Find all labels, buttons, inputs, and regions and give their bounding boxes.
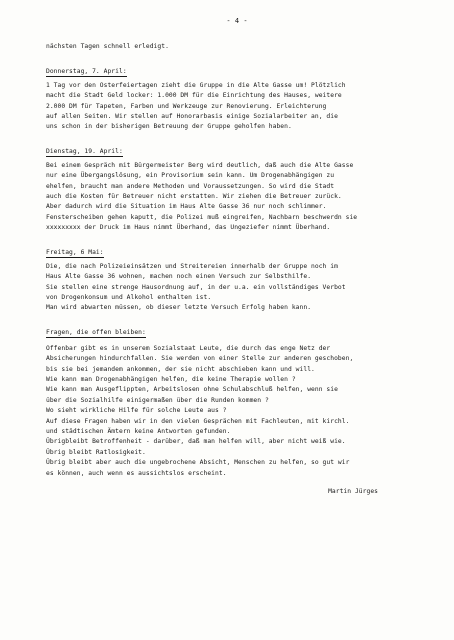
text-line: auf allen Seiten. Wir stellen auf Honorarbasis einige Sozialarbeiter an, die	[46, 113, 338, 121]
page-number: - 4 -	[226, 17, 248, 25]
text-line: ehelfen, braucht man andere Methoden und Voraussetzungen. So wird die Stadt	[46, 182, 335, 190]
text-line: Sie stellen eine strenge Hausordnung auf, in der u.a. ein vollständiges Verbot	[46, 283, 346, 291]
text-line: Auf diese Fragen haben wir in den vielen Gesprächen mit Fachleuten, mit kirchl.	[46, 417, 350, 425]
text-line: Wie kann man Drogenabhängigen helfen, die keine Therapie wollen ?	[46, 375, 296, 383]
text-line: Wo sieht wirkliche Hilfe für solche Leute aus ?	[46, 407, 227, 415]
text-line: und städtischen Ämtern keine Antworten gefunden.	[46, 427, 231, 435]
text-line: macht die Stadt Geld locker: 1.000 DM für die Einrichtung des Hauses, weitere	[46, 92, 342, 100]
text-line: Bei einem Gespräch mit Bürgermeister Berg wird deutlich, daß auch die Alte Gasse	[46, 161, 354, 169]
section-dienstag	[46, 133, 428, 234]
section-donnerstag	[46, 53, 428, 133]
text-line: bis sie bei jemandem ankommen, der sie nicht abschieben kann und will.	[46, 365, 315, 373]
text-line: Wie kann man Ausgeflippten, Arbeitslosen ohne Schulabschluß helfen, wenn sie	[46, 386, 338, 394]
text-line: 2.000 DM für Tapeten, Farben und Werkzeuge zur Renovierung. Erleichterung	[46, 102, 327, 110]
text-line: Offenbar gibt es in unserem Sozialstaat Leute, die durch das enge Netz der	[46, 344, 331, 352]
section-heading: Freitag, 6 Mai:	[46, 248, 104, 256]
text-line: über die Sozialhilfe einigermaßen über die Runden kommen ?	[46, 396, 269, 404]
text-line: Die, die nach Polizeieinsätzen und Streitereien innerhalb der Gruppe noch im	[46, 262, 338, 270]
text-line: Übrigbleibt Betroffenheit - darüber, daß man helfen will, aber nicht weiß wie.	[46, 438, 346, 446]
text-line: xxxxxxxxx der Druck im Haus nimmt Überhand, das Ungeziefer nimmt Überhand.	[46, 224, 331, 232]
text-line: auch die Kosten für Betreuer nicht erstatten. Wir ziehen die Betreuer zurück.	[46, 193, 342, 201]
text-line: es können, auch wenn es aussichtslos erscheint.	[46, 469, 227, 477]
text-line: von Drogenkonsum und Alkohol enthalten ist.	[46, 293, 212, 301]
section-heading: Fragen, die offen bleiben:	[46, 328, 146, 336]
text-line: Absicherungen hindurchfallen. Sie werden von einer Stelle zur anderen geschoben,	[46, 355, 354, 363]
section-freitag	[46, 234, 428, 314]
section-heading: Dienstag, 19. April:	[46, 147, 123, 155]
section-fragen	[46, 314, 428, 479]
text-line: Haus Alte Gasse 36 wohnen, machen noch einen Versuch zur Selbsthilfe.	[46, 273, 312, 281]
text-line: Fensterscheiben gehen kaputt, die Polizei muß eingreifen, Nachbarn beschwerdn sie	[46, 213, 358, 221]
text-line: Man wird abwarten müssen, ob dieser letzte Versuch Erfolg haben kann.	[46, 304, 312, 312]
text-line: Aber dadurch wird die Situation im Haus Alte Gasse 36 nur noch schlimmer.	[46, 203, 327, 211]
text-line: uns schon in der bisherigen Betreuung der Gruppe geholfen haben.	[46, 123, 292, 131]
author-signature: Martin Jürges	[328, 488, 378, 495]
intro-line: nächsten Tagen schnell erledigt.	[46, 43, 169, 51]
text-line: nur eine Übergangslösung, ein Provisorium sein kann. Um Drogenabhängigen zu	[46, 172, 335, 180]
section-heading: Donnerstag, 7. April:	[46, 67, 127, 75]
text-line: Übrig bleibt Ratlosigkeit.	[46, 448, 146, 456]
text-line: 1 Tag vor den Osterfeiertagen zieht die Gruppe in die Alte Gasse um! Plötzlich	[46, 81, 346, 89]
text-line: Übrig bleibt aber auch die ungebrochene Absicht, Menschen zu helfen, so gut wir	[46, 459, 350, 467]
